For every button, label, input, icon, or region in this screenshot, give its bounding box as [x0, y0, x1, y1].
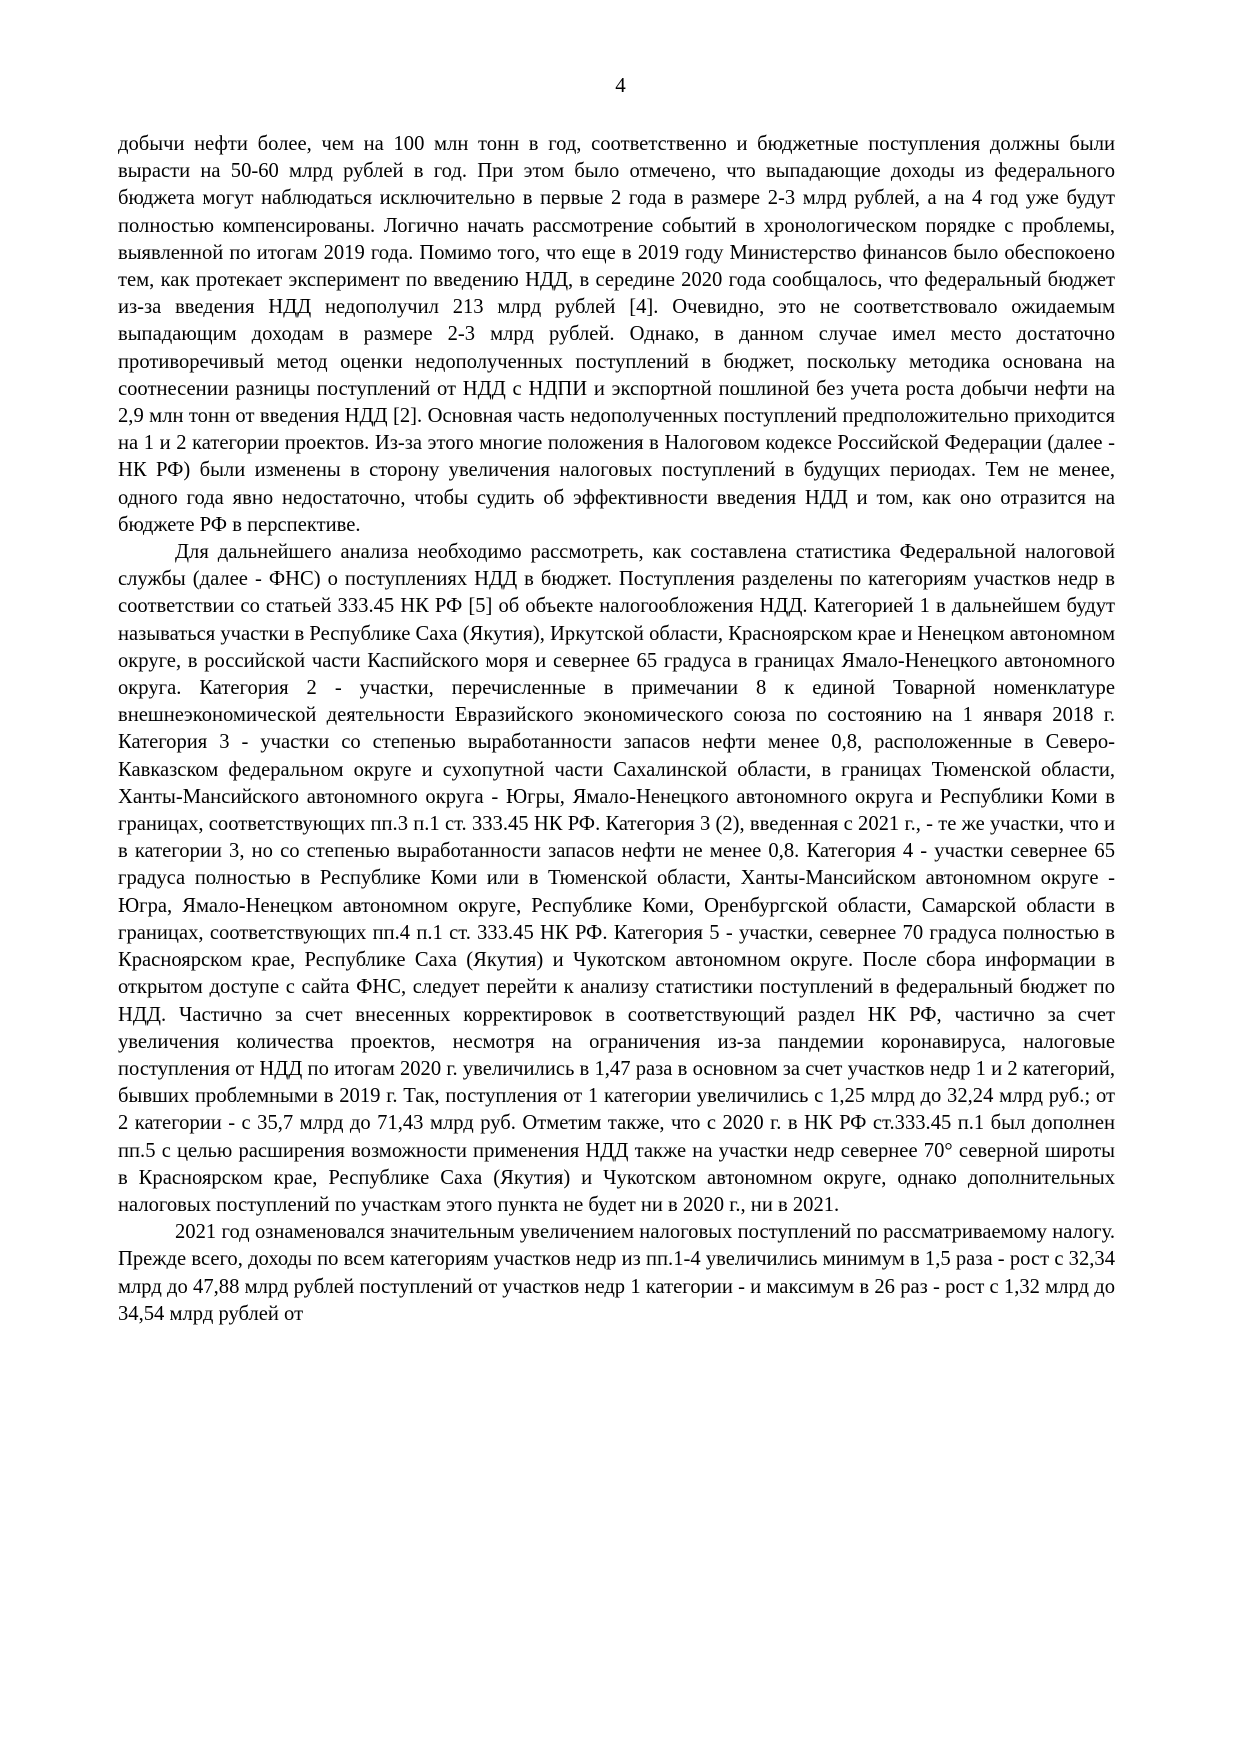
page-number: 4 — [615, 73, 626, 97]
paragraph-3: 2021 год ознаменовался значительным увеличением налоговых поступлений по рассматриваемому налогу. Прежде всего, доходы по всем категориям участков недр из пп.1-4 увеличились минимум в 1,5 раза - рост с 32,34 млрд до 47,88 млрд рублей поступлений от участков недр 1 категории - и максимум в 26 раз - рост с 1,32 млрд до 34,54 млрд рублей от — [118, 1221, 1115, 1325]
paragraph-1: добычи нефти более, чем на 100 млн тонн в год, соответственно и бюджетные поступления должны были вырасти на 50-60 млрд рублей в год. При этом было отмечено, что выпадающие доходы из федерального бюджета могут наблюдаться исключительно в первые 2 года в размере 2-3 млрд рублей, а на 4 год уже будут полностью компенсированы. Логично начать рассмотрение событий в хронологическом порядке с проблемы, выявленной по итогам 2019 года. Помимо того, что еще в 2019 году Министерство финансов было обеспокоено тем, как протекает эксперимент по введению НДД, в середине 2020 года сообщалось, что федеральный бюджет из-за введения НДД недополучил 213 млрд рублей [4]. Очевидно, это не соответствовало ожидаемым выпадающим доходам в размере 2-3 млрд рублей. Однако, в данном случае имел место достаточно противоречивый метод оценки недополученных поступлений в бюджет, поскольку методика основана на соотнесении разницы поступлений от НДД с НДПИ и экспортной пошлиной без учета роста добычи нефти на 2,9 млн тонн от введения НДД [2]. Основная часть недополученных поступлений предположительно приходится на 1 и 2 категории проектов. Из-за этого многие положения в Налоговом кодексе Российской Федерации (далее - НК РФ) были изменены в сторону увеличения налоговых поступлений в будущих периодах. Тем не менее, одного года явно недостаточно, чтобы судить об эффективности введения НДД и том, как оно отразится на бюджете РФ в перспективе. — [118, 133, 1115, 536]
page-body — [118, 131, 1115, 1328]
paragraph-2: Для дальнейшего анализа необходимо рассмотреть, как составлена статистика Федеральной налоговой службы (далее - ФНС) о поступлениях НДД в бюджет. Поступления разделены по категориям участков недр в соответствии со статьей 333.45 НК РФ [5] об объекте налогообложения НДД. Категорией 1 в дальнейшем будут называться участки в Республике Саха (Якутия), Иркутской области, Красноярском крае и Ненецком автономном округе, в российской части Каспийского моря и севернее 65 градуса в границах Ямало-Ненецкого автономного округа. Категория 2 - участки, перечисленные в примечании 8 к единой Товарной номенклатуре внешнеэкономической деятельности Евразийского экономического союза по состоянию на 1 января 2018 г. Категория 3 - участки со степенью выработанности запасов нефти менее 0,8, расположенные в Северо-Кавказском федеральном округе и сухопутной части Сахалинской области, в границах Тюменской области, Ханты-Мансийского автономного округа - Югры, Ямало-Ненецкого автономного округа и Республики Коми в границах, соответствующих пп.3 п.1 ст. 333.45 НК РФ. Категория 3 (2), введенная с 2021 г., - те же участки, что и в категории 3, но со степенью выработанности запасов нефти не менее 0,8. Категория 4 - участки севернее 65 градуса полностью в Республике Коми или в Тюменской области, Ханты-Мансийском автономном округе - Югра, Ямало-Ненецком автономном округе, Республике Коми, Оренбургской области, Самарской области в границах, соответствующих пп.4 п.1 ст. 333.45 НК РФ. Категория 5 - участки, севернее 70 градуса полностью в Красноярском крае, Республике Саха (Якутия) и Чукотском автономном округе. После сбора информации в открытом доступе с сайта ФНС, следует перейти к анализу статистики поступлений в федеральный бюджет по НДД. Частично за счет внесенных корректировок в соответствующий раздел НК РФ, частично за счет увеличения количества проектов, несмотря на ограничения из-за пандемии коронавируса, налоговые поступления от НДД по итогам 2020 г. увеличились в 1,47 раза в основном за счет участков недр 1 и 2 категорий, бывших проблемными в 2019 г. Так, поступления от 1 категории увеличились с 1,25 млрд до 32,24 млрд руб.; от 2 категории - с 35,7 млрд до 71,43 млрд руб. Отметим также, что с 2020 г. в НК РФ ст.333.45 п.1 был дополнен пп.5 с целью расширения возможности применения НДД также на участки недр севернее 70° северной широты в Красноярском крае, Республике Саха (Якутия) и Чукотском автономном округе, однако дополнительных налоговых поступлений по участкам этого пункта не будет ни в 2020 г., ни в 2021. — [118, 541, 1115, 1216]
